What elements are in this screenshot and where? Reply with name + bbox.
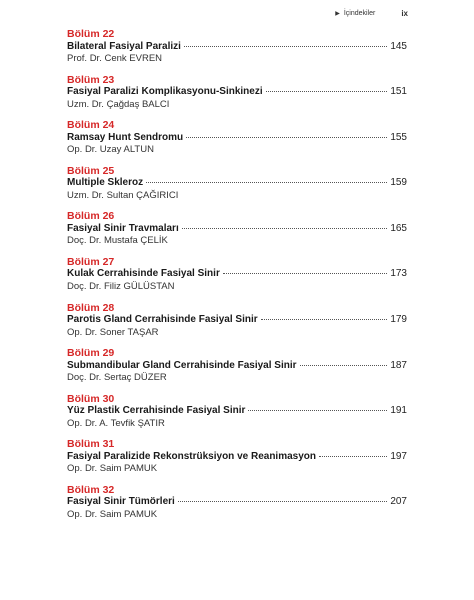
chapter-title: Parotis Gland Cerrahisinde Fasiyal Sinir [67, 314, 258, 326]
chapter-title-row[interactable] [67, 268, 407, 281]
chapter-title-row[interactable] [67, 86, 407, 99]
toc-entry [67, 74, 407, 111]
chapter-author: Doç. Dr. Mustafa ÇELİK [67, 235, 168, 247]
chapter-number: Bölüm 22 [67, 28, 115, 40]
dot-leader [178, 501, 388, 502]
dot-leader [184, 46, 387, 47]
dot-leader [186, 137, 387, 138]
chapter-author: Prof. Dr. Cenk EVREN [67, 53, 163, 64]
chapter-page-number: 145 [390, 40, 407, 52]
chapter-page-number: 197 [390, 450, 407, 462]
chapter-title-row[interactable] [67, 451, 407, 464]
chapter-title: Multiple Skleroz [67, 177, 144, 189]
chapter-number: Bölüm 31 [67, 438, 115, 451]
dot-leader [266, 91, 388, 92]
chapter-title: Fasiyal Sinir Travmaları [67, 222, 179, 234]
chapter-page-number: 191 [390, 405, 407, 417]
header-page-number: ix [401, 9, 408, 18]
chapter-title: Fasiyal Paralizi Komplikasyonu-Sinkinezi [67, 86, 263, 98]
chapter-title-row[interactable] [67, 223, 407, 236]
chapter-page-number: 159 [390, 177, 407, 189]
chapter-page-number: 179 [390, 314, 407, 326]
toc-entry [67, 210, 407, 247]
toc-entry [67, 347, 407, 384]
table-of-contents [67, 28, 407, 530]
chapter-author: Uzm. Dr. Sultan ÇAĞIRICI [67, 189, 179, 201]
toc-entry [67, 484, 407, 521]
chapter-title-row[interactable] [67, 405, 407, 418]
chapter-page-number: 151 [390, 86, 407, 98]
chapter-page-number: 155 [390, 131, 407, 143]
dot-leader [300, 365, 388, 366]
chapter-number: Bölüm 27 [67, 255, 115, 268]
chapter-author: Doç. Dr. Sertaç DÜZER [67, 372, 167, 384]
chapter-author: Doç. Dr. Filiz GÜLÜSTAN [67, 280, 175, 292]
chapter-page-number: 207 [390, 496, 407, 508]
toc-entry [67, 438, 407, 475]
chapter-author: Op. Dr. A. Tevfik ŞATIR [67, 417, 165, 429]
header-section-title: İçindekiler [343, 10, 376, 17]
toc-entry [67, 165, 407, 202]
toc-entry [67, 302, 407, 339]
dot-leader [182, 228, 388, 229]
chapter-title-row[interactable] [67, 177, 407, 190]
chapter-page-number: 165 [390, 222, 407, 234]
dot-leader [261, 319, 388, 320]
chapter-number: Bölüm 32 [67, 483, 115, 496]
chapter-number: Bölüm 24 [67, 119, 115, 132]
toc-entry [67, 393, 407, 430]
chapter-title-row[interactable] [67, 41, 407, 54]
running-header [335, 9, 408, 18]
toc-entry [67, 28, 407, 65]
chapter-author: Op. Dr. Uzay ALTUN [67, 144, 154, 156]
dot-leader [248, 410, 387, 411]
toc-entry [67, 256, 407, 293]
dot-leader [146, 182, 387, 183]
dot-leader [319, 456, 387, 457]
chapter-number: Bölüm 28 [67, 301, 115, 314]
chapter-page-number: 187 [390, 359, 407, 371]
chapter-number: Bölüm 30 [67, 392, 115, 405]
chapter-number: Bölüm 29 [67, 347, 115, 360]
chapter-number: Bölüm 23 [67, 73, 115, 86]
chapter-title-row[interactable] [67, 360, 407, 373]
chapter-author: Op. Dr. Saim PAMUK [67, 508, 158, 520]
chapter-page-number: 173 [390, 268, 407, 280]
chapter-number: Bölüm 25 [67, 164, 115, 177]
chapter-title: Kulak Cerrahisinde Fasiyal Sinir [67, 268, 220, 280]
chapter-title-row[interactable] [67, 132, 407, 145]
chapter-author: Uzm. Dr. Çağdaş BALCI [67, 98, 170, 110]
chapter-title: Fasiyal Sinir Tümörleri [67, 496, 175, 508]
chapter-title-row[interactable] [67, 496, 407, 509]
toc-entry [67, 119, 407, 156]
triangle-marker-icon: ▶ [335, 11, 340, 17]
chapter-title: Submandibular Gland Cerrahisinde Fasiyal Sinir [67, 359, 297, 371]
chapter-title: Bilateral Fasiyal Paralizi [67, 40, 181, 52]
chapter-title: Fasiyal Paralizide Rekonstrüksiyon ve Reanimasyon [67, 450, 316, 462]
dot-leader [223, 273, 387, 274]
chapter-title-row[interactable] [67, 314, 407, 327]
chapter-author: Op. Dr. Soner TAŞAR [67, 326, 159, 338]
chapter-title: Ramsay Hunt Sendromu [67, 131, 184, 143]
chapter-title: Yüz Plastik Cerrahisinde Fasiyal Sinir [67, 405, 246, 417]
chapter-number: Bölüm 26 [67, 210, 115, 223]
chapter-author: Op. Dr. Saim PAMUK [67, 463, 158, 475]
